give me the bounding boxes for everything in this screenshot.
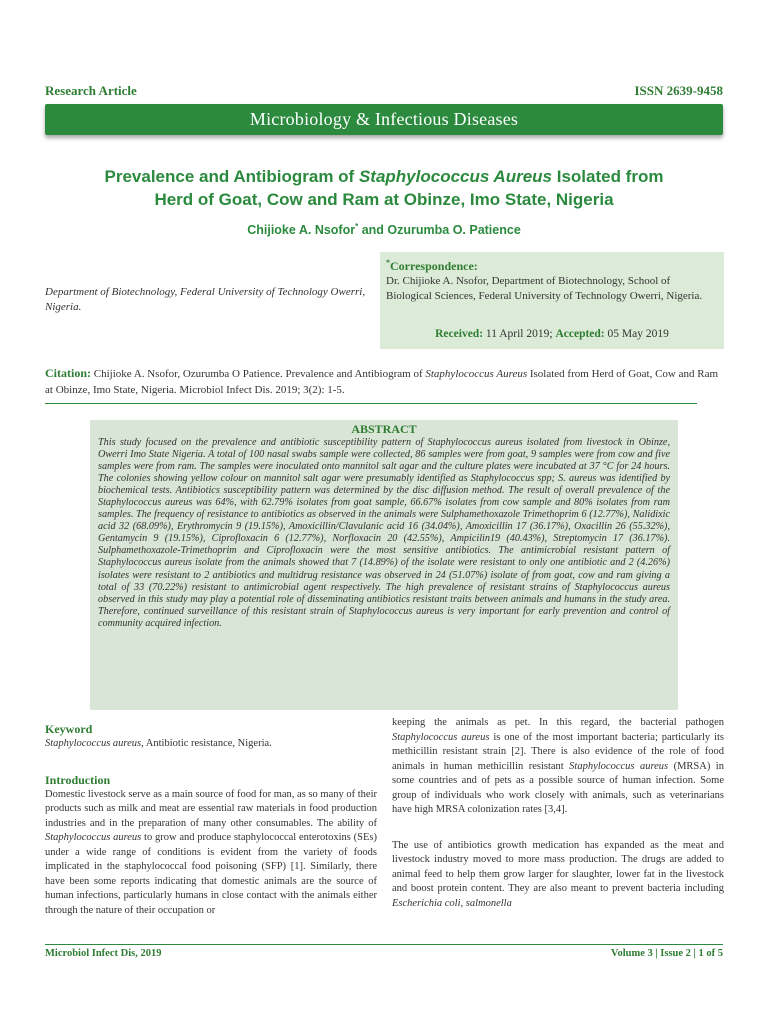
- introduction-paragraph: [45, 788, 377, 919]
- abstract-box: [90, 420, 678, 710]
- citation: [45, 365, 723, 398]
- right-column: [392, 716, 724, 911]
- article-type: Research Article: [45, 83, 137, 98]
- footer-page-info: Volume 3 | Issue 2 | 1 of 5: [610, 948, 723, 959]
- right-p2-a: The use of antibiotics growth medication has expanded as the meat and livestock industry moved to more mass production. The drugs are added to animal feed to help them grow larger for slaughter, lower fat in the livestock and boost protein content. They are also meant to prevent bacteria including: [392, 839, 724, 894]
- keyword-rest: , Antibiotic resistance, Nigeria.: [141, 738, 272, 749]
- right-paragraph-2: [392, 839, 724, 912]
- correspondence-text: Dr. Chijioke A. Nsofor, Department of Biotechnology, School of Biological Sciences, Federal University of Technology Owerri, Nigeria.: [386, 275, 703, 302]
- top-row: [45, 83, 723, 101]
- correspondence-heading-text: Correspondence:: [390, 259, 478, 273]
- keyword-list: [45, 737, 377, 752]
- right-p1-italic-1: Staphylococcus aureus: [392, 731, 490, 743]
- received-date: 11 April 2019;: [483, 328, 556, 340]
- right-p1-c: (MRSA) in some countries and of pets as a possible source of human infection. Some group of individuals who work closely with animals, such as veterinarians have high MRSA colonization rates [3,4].: [392, 760, 724, 815]
- author-list: [45, 222, 723, 237]
- article-dates: [380, 328, 724, 340]
- abstract-heading: ABSTRACT: [351, 422, 417, 436]
- author-2: Ozurumba O. Patience: [387, 223, 521, 238]
- citation-divider: [45, 403, 697, 404]
- right-p2-italic: Escherichia coli, salmonella: [392, 897, 512, 909]
- citation-text-pre: Chijioke A. Nsofor, Ozurumba O Patience. Prevalence and Antibiogram of: [91, 368, 426, 380]
- right-p1-italic-2: Staphylococcus aureus: [569, 760, 669, 772]
- left-column: [45, 722, 377, 918]
- affiliation: Department of Biotechnology, Federal University of Technology Owerri, Nigeria.: [45, 286, 366, 313]
- introduction-heading: Introduction: [45, 772, 111, 787]
- title-line1-post: Isolated from: [552, 167, 664, 186]
- accepted-label: Accepted:: [555, 328, 605, 340]
- right-paragraph-1: [392, 716, 724, 818]
- intro-text-italic: Staphylococcus aureus: [45, 832, 142, 843]
- citation-text-italic: Staphylococcus Aureus: [425, 368, 528, 380]
- author-connector: and: [358, 223, 388, 238]
- footer-divider: [45, 944, 723, 945]
- correspondence-box: [380, 252, 724, 349]
- correspondence-marker: *: [386, 258, 390, 267]
- keyword-italic: Staphylococcus aureus: [45, 738, 142, 749]
- title-line1-pre: Prevalence and Antibiogram of: [104, 167, 359, 186]
- title-line2: Herd of Goat, Cow and Ram at Obinze, Imo State, Nigeria: [154, 190, 614, 209]
- keyword-heading: Keyword: [45, 722, 93, 736]
- right-p1-a: keeping the animals as pet. In this regard, the bacterial pathogen: [392, 717, 724, 728]
- intro-text-a: Domestic livestock serve as a main source of food for man, as so many of their products such as milk and meat are essential raw materials in food production industries and in the preparation of many other consumables. The ability of: [45, 788, 377, 829]
- author-1: Chijioke A. Nsofor: [247, 223, 356, 238]
- footer-journal: Microbiol Infect Dis, 2019: [45, 948, 162, 959]
- received-label: Received:: [435, 328, 484, 340]
- corresponding-marker: *: [355, 222, 359, 231]
- intro-text-b: to grow and produce staphylococcal enterotoxins (SEs) under a wide range of conditions is evident from the variety of foods implicated in the staphylococcal food poisoning (SFP) [1]. Similarly, there have been some reports indicating that domestic animals are the source of human infections, particularly humans in close contact with the animals either through the nature of their occupation or: [45, 832, 377, 916]
- citation-label: Citation:: [45, 366, 91, 380]
- article-title: [45, 165, 723, 211]
- right-p1-b: is one of the most important bacteria; particularly its methicillin resistant strain [2]. There is also evidence of the role of food animals in human methicillin resistant: [392, 731, 724, 772]
- title-line1-italic: Staphylococcus Aureus: [358, 167, 552, 186]
- abstract-text: This study focused on the prevalence and antibiotic susceptibility pattern of Staphylococcus aureus isolated from livestock in Obinze, Owerri Imo State Nigeria. A total of 100 nasal swabs sample were collected, 86 samples were from goat, 9 samples were from cow and five samples were from ram. The samples were inoculated onto mannitol salt agar and the culture plates were incubated at 37 °C for 24 hours. The colonies showing yellow colour on mannitol salt agar were presumably identified as Staphylococcus spp; S. aureus was identified by biochemical tests. Antibiotics susceptibility pattern was determined by the disc diffusion method. The result of overall prevalence of the Staphylococcus aureus was 64%, with 62.79% isolates from goat sample, 66.67% isolates from cow sample and 80% isolates from ram samples. The frequency of resistance to antibiotics as observed in the animals were Sulphamethoxazole Trimethoprim 6 (12.77%), Nalidixic acid 32 (68.09%), Erythromycin 9 (19.15%), Amoxicillin/Clavulanic acid 16 (34.04%), Amoxicillin 17 (36.17%), Oxacillin 26 (55.32%), Gentamycin 9 (19.15%), Ciprofloxacin 6 (12.77%), Norfloxacin 20 (42.55%), Ampicilin19 (40.43%), Streptomycin 17 (36.17%). Sulphamethoxazole-Trimethoprim and Ciprofloxacin were the most sensitive antibiotics. The antimicrobial resistant pattern of Staphylococcus aureus isolate from the animals showed that 7 (14.89%) of the isolate were resistant to only one antibiotic and 2 (4.26%) isolates were resistant to 2 antibiotics and multidrug resistance was observed in 24 (51.07%) isolate of from goat, cow and ram giving a total of 33 (70.22%) resistant to antimicrobial agent respectively. The high prevalence of resistant strains of Staphylococcus aureus observed in this study may play a potential role of disseminating antibiotics resistant traits between animals and humans in the study area. Therefore, continued surveillance of this resistant strain of Staphylococcus aureus is very important for early prevention and control of community acquired infection.: [98, 437, 670, 629]
- journal-name: Microbiology & Infectious Diseases: [249, 109, 519, 129]
- citation-text-post: Isolated from Herd of Goat, Cow and Ram at Obinze, Imo State, Nigeria. Microbiol Infect Dis. 2019; 3(2): 1-5.: [45, 368, 719, 396]
- accepted-date: 05 May 2019: [604, 328, 669, 340]
- issn: ISSN 2639-9458: [634, 83, 723, 98]
- journal-banner: [45, 104, 723, 135]
- correspondence-heading: [386, 256, 718, 273]
